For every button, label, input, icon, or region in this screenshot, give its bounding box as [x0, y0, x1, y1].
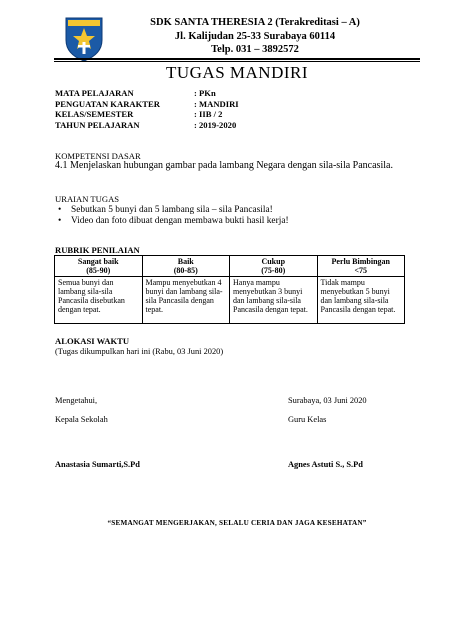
- column-label: Sangat baik: [77, 257, 119, 266]
- column-label: Perlu Bimbingan: [331, 257, 390, 266]
- list-item: [58, 216, 289, 227]
- info-value: : 2019-2020: [194, 119, 237, 130]
- info-key: TAHUN PELAJARAN: [55, 119, 140, 130]
- column-range: (85-90): [86, 266, 111, 275]
- column-range: (80-85): [173, 266, 198, 275]
- column-header: [55, 256, 143, 277]
- subject-info: [55, 88, 239, 130]
- info-row: [55, 109, 239, 120]
- info-value: : IIB / 2: [194, 109, 223, 120]
- rubrik-heading: RUBRIK PENILAIAN: [55, 245, 140, 255]
- uraian-list: [58, 205, 289, 227]
- info-row: [55, 88, 239, 99]
- sign-left-role: Kepala Sekolah: [55, 415, 108, 424]
- page-title: TUGAS MANDIRI: [165, 63, 309, 82]
- table-cell: Semua bunyi dan lambang sila-sila Pancasila disebutkan dengan tepat.: [55, 277, 143, 324]
- school-crest-icon: [62, 14, 106, 62]
- sign-left-name: Anastasia Sumarti,S.Pd: [55, 460, 140, 469]
- sign-right-role: Guru Kelas: [288, 415, 327, 424]
- motto: “SEMANGAT MENGERJAKAN, SELALU CERIA DAN JAGA KESEHATAN”: [107, 519, 367, 527]
- table-row: [55, 277, 405, 324]
- info-value: : MANDIRI: [194, 98, 239, 109]
- bullet-icon: •: [58, 216, 62, 226]
- info-row: [55, 120, 239, 131]
- column-label: Baik: [177, 257, 194, 266]
- list-item-text: Video dan foto dibuat dengan membawa bukti hasil kerja!: [71, 216, 289, 226]
- sign-date: Surabaya, 03 Juni 2020: [288, 396, 367, 405]
- header-divider-thin: [54, 61, 420, 62]
- column-header: [230, 256, 318, 277]
- column-range: <75: [354, 266, 368, 275]
- kompetensi-heading: KOMPETENSI DASAR: [55, 151, 141, 161]
- list-item: [58, 205, 289, 216]
- info-key: KELAS/SEMESTER: [55, 109, 134, 120]
- uraian-heading: URAIAN TUGAS: [55, 194, 120, 204]
- info-row: [55, 99, 239, 110]
- alokasi-text: (Tugas dikumpulkan hari ini (Rabu, 03 Juni 2020): [55, 347, 224, 356]
- info-key: MATA PELAJARAN: [55, 88, 134, 98]
- info-value: : PKn: [194, 88, 216, 98]
- list-item-text: Sebutkan 5 bunyi dan 5 lambang sila – sila Pancasila!: [71, 205, 273, 215]
- table-cell: Hanya mampu menyebutkan 3 bunyi dan lambang sila-sila Pancasila dengan tepat.: [230, 277, 318, 324]
- info-key: PENGUATAN KARAKTER: [55, 98, 160, 109]
- school-name: SDK SANTA THERESIA 2 (Terakreditasi – A): [150, 17, 360, 28]
- school-address: Jl. Kalijudan 25-33 Surabaya 60114: [174, 31, 336, 42]
- header-divider: [54, 58, 420, 60]
- column-label: Cukup: [261, 257, 286, 266]
- column-header: [317, 256, 405, 277]
- table-cell: Tidak mampu menyebutkan 5 bunyi dan lambang sila-sila Pancasila dengan tepat.: [317, 277, 405, 324]
- alokasi-heading: ALOKASI WAKTU: [55, 336, 130, 346]
- column-header: [142, 256, 230, 277]
- sign-right-name: Agnes Astuti S., S.Pd: [288, 460, 363, 469]
- column-range: (75-80): [261, 266, 286, 275]
- rubrik-table: [54, 255, 405, 324]
- kompetensi-text: 4.1 Menjelaskan hubungan gambar pada lambang Negara dengan sila-sila Pancasila.: [55, 160, 393, 171]
- sign-left-top: Mengetahui,: [55, 396, 98, 405]
- table-header-row: [55, 256, 405, 277]
- bullet-icon: •: [58, 205, 62, 215]
- table-cell: Mampu menyebutkan 4 bunyi dan lambang sila-sila Pancasila dengan tepat.: [142, 277, 230, 324]
- school-phone: Telp. 031 – 3892572: [211, 44, 299, 55]
